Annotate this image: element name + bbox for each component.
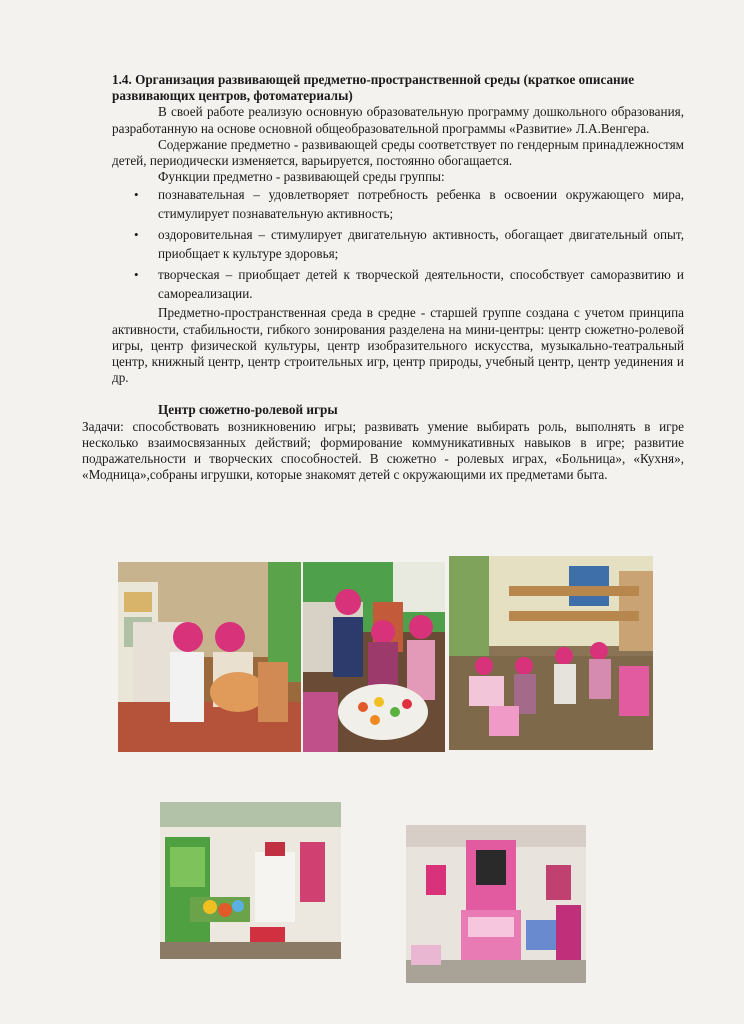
list-item: • познавательная – удовлетворяет потребность ребенка в освоении окружающего мира, стимулирует познавательную активность;	[134, 187, 684, 222]
photo-kitchen-play	[303, 562, 445, 752]
paragraph-tasks: Задачи: способствовать возникновению игры; развивать умение выбирать роль, выполнять в игре несколько взаимосвязанных действий; формирование коммуникативных навыков в игре; развитие подражательности и творческих способностей. В сюжетно - ролевых играх, «Больница», «Кухня», «Модница»,собраны игрушки, которые знакомят детей с окружающими их предметами быта.	[82, 418, 684, 483]
center-heading: Центр сюжетно-ролевой игры	[158, 402, 338, 418]
paragraph-centers: Предметно-пространственная среда в средне - старшей группе создана с учетом принципа активности, стабильности, гибкого зонирования разделена на мини-центры: центр сюжетно-ролевой игры, центр физической культуры, центр изобразительного искусства, музыкально-театральный центр, книжный центр, центр строительных игр, центр природы, учебный центр, центр уединения и др.	[112, 305, 684, 386]
text-content	[82, 72, 684, 483]
list-item: • оздоровительная – стимулирует двигательную активность, обогащает двигательный опыт, приобщает к культуре здоровья;	[134, 227, 684, 262]
list-item: • творческая – приобщает детей к творческой деятельности, способствует саморазвитию и самореализации.	[134, 267, 684, 302]
paragraph-program: В своей работе реализую основную образовательную программу дошкольного образования, разработанную на основе основной общеобразовательной программы «Развитие» Л.А.Венгера.	[112, 104, 684, 136]
bullet-icon: •	[134, 187, 139, 203]
photo-doctor-corner	[160, 802, 341, 959]
section-heading: 1.4. Организация развивающей предметно-пространственной среды (краткое описание развивающих центров, фотоматериалы)	[112, 72, 635, 104]
bullet-icon: •	[134, 227, 139, 243]
paragraph-functions-intro: Функции предметно - развивающей среды группы:	[158, 169, 445, 185]
photo-group-room	[449, 556, 653, 750]
paragraph-content: Содержание предметно - развивающей среды соответствует по гендерным принадлежностям детей, периодически изменяется, варьируется, постоянно обогащается.	[112, 136, 684, 169]
bullet-icon: •	[134, 267, 139, 283]
photo-fashion-corner	[406, 825, 586, 983]
photo-hospital-play	[118, 562, 301, 752]
functions-list	[112, 185, 684, 303]
